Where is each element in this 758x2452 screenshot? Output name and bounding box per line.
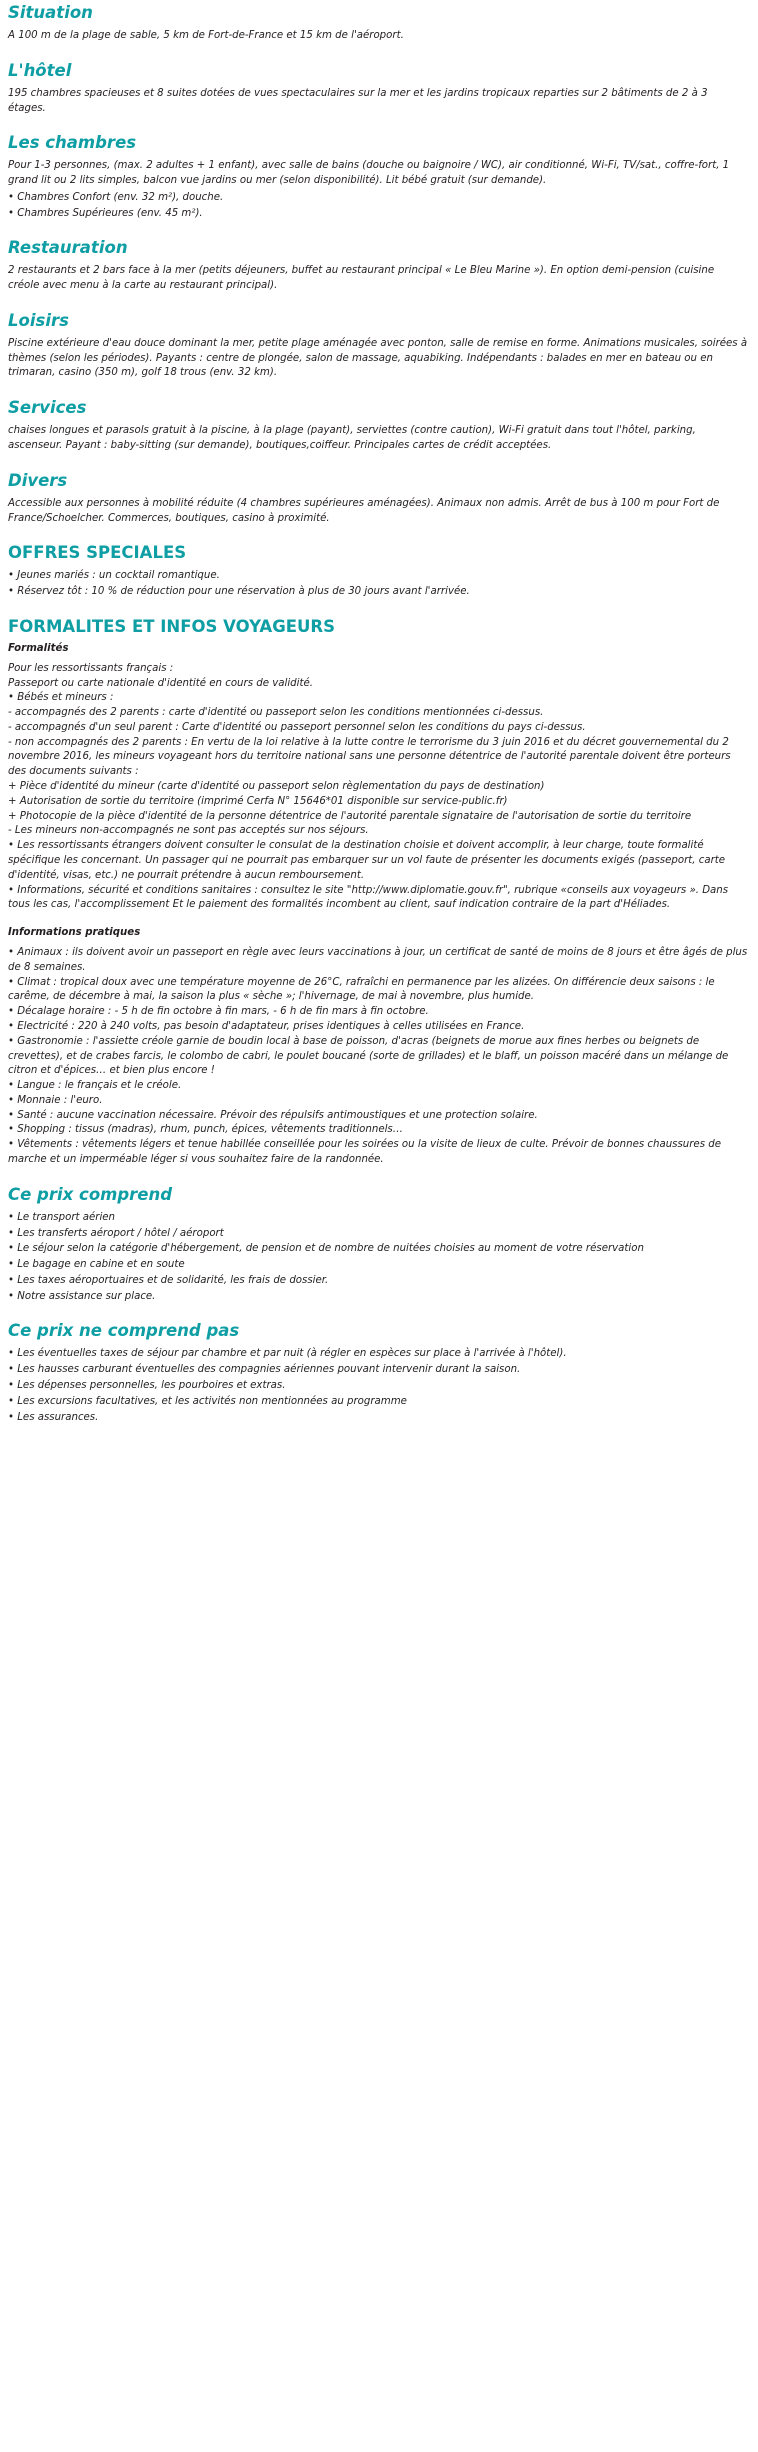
infos-pratiques-line: • Shopping : tissus (madras), rhum, punch, épices, vêtements traditionnels… bbox=[8, 1124, 403, 1136]
section-text-services: chaises longues et parasols gratuit à la piscine, à la plage (payant), serviettes (contre caution), Wi-Fi gratuit dans tout l'hôtel, parking, ascenseur. Payant : baby-sitting (sur demande), boutiques,coiffeur. Principales cartes de crédit acceptées. bbox=[8, 425, 696, 451]
section-title-hotel: L'hôtel bbox=[8, 60, 72, 80]
section-text-chambres: Pour 1-3 personnes, (max. 2 adultes + 1 enfant), avec salle de bains (douche ou baignoire / WC), air conditionné, Wi-Fi, TV/sat., coffre-fort, 1 grand lit ou 2 lits simples, balcon vue jardins ou mer (selon disponibilité). Lit bébé gratuit (sur demande). bbox=[8, 160, 730, 187]
section-text-restauration: 2 restaurants et 2 bars face à la mer (petits déjeuners, buffet au restaurant principal « Le Bleu Marine »). En option demi-pension (cuisine créole avec menu à la carte au restaurant principal). bbox=[8, 265, 715, 292]
section-situation bbox=[8, 4, 748, 44]
section-title-situation: Situation bbox=[8, 3, 93, 22]
list-item: • Les hausses carburant éventuelles des compagnies aériennes pouvant intervenir durant la saison. bbox=[8, 1364, 521, 1376]
section-divers bbox=[8, 472, 748, 527]
section-chambres bbox=[8, 134, 748, 221]
section-formalites bbox=[8, 618, 748, 1168]
section-text-loisirs: Piscine extérieure d'eau douce dominant la mer, petite plage aménagée avec ponton, salle de remise en forme. Animations musicales, soirées à thèmes (selon les périodes). Payants : centre de plongée, salon de massage, aquabiking. Indépendants : balades en mer en bateau ou en trimaran, casino (350 m), golf 18 trous (env. 32 km). bbox=[8, 337, 748, 379]
list-item: • Notre assistance sur place. bbox=[8, 1290, 156, 1302]
list-item: • Le bagage en cabine et en soute bbox=[8, 1259, 185, 1271]
section-restauration bbox=[8, 239, 748, 294]
formalites-line: • Les ressortissants étrangers doivent consulter le consulat de la destination choisie et doivent accomplir, à leur charge, toute formalité spécifique les concernant. Un passager qui ne pourrait pas embarquer sur un vol faute de présenter les documents exigés (passeport, carte d'identité, visas, etc.) ne pourrait prétendre à aucun remboursement. bbox=[8, 840, 726, 881]
section-offres-speciales bbox=[8, 544, 748, 600]
list-item: • Les excursions facultatives, et les activités non mentionnées au programme bbox=[8, 1395, 407, 1407]
infos-pratiques-line: • Electricité : 220 à 240 volts, pas besoin d'adaptateur, prises identiques à celles utilisées en France. bbox=[8, 1020, 525, 1032]
section-title-formalites: FORMALITES ET INFOS VOYAGEURS bbox=[8, 616, 336, 636]
section-title-chambres: Les chambres bbox=[8, 133, 137, 153]
formalites-line: + Autorisation de sortie du territoire (imprimé Cerfa N° 15646*01 disponible sur service-public.fr) bbox=[8, 795, 508, 807]
section-title-offres-speciales: OFFRES SPECIALES bbox=[8, 543, 187, 563]
formalites-line: + Pièce d'identité du mineur (carte d'identité ou passeport selon règlementation du pays de destination) bbox=[8, 781, 545, 793]
section-prix-comprend bbox=[8, 1186, 748, 1305]
infos-pratiques-line: • Monnaie : l'euro. bbox=[8, 1094, 103, 1106]
section-text-situation: A 100 m de la plage de sable, 5 km de Fort-de-France et 15 km de l'aéroport. bbox=[8, 29, 404, 41]
section-hotel bbox=[8, 62, 748, 117]
prix-ne-comprend-pas-list bbox=[8, 1347, 748, 1425]
infos-pratiques-line: • Climat : tropical doux avec une température moyenne de 26°C, rafraîchi en permanence par les alizées. On différencie deux saisons : le carême, de décembre à mai, la saison la plus « sèche »; l'hivernage, de mai à novembre, plus humide. bbox=[8, 976, 715, 1003]
formalites-line: - non accompagnés des 2 parents : En vertu de la loi relative à la lutte contre le terrorisme du 3 juin 2016 et du décret gouvernemental du 2 novembre 2016, les mineurs voyageant hors du territoire national sans une personne détentrice de l'autorité parentale doivent être porteurs des documents suivants : bbox=[8, 736, 731, 778]
list-item: • Les dépenses personnelles, les pourboires et extras. bbox=[8, 1379, 286, 1391]
section-services bbox=[8, 399, 748, 454]
section-text-hotel: 195 chambres spacieuses et 8 suites dotées de vues spectaculaires sur la mer et les jardins tropicaux reparties sur 2 bâtiments de 2 à 3 étages. bbox=[8, 87, 708, 114]
prix-comprend-list bbox=[8, 1211, 748, 1305]
section-title-services: Services bbox=[8, 398, 87, 418]
list-item: • Chambres Supérieures (env. 45 m²). bbox=[8, 207, 203, 219]
formalites-line: - accompagnés d'un seul parent : Carte d'identité ou passeport personnel selon les conditions du pays ci-dessus. bbox=[8, 721, 586, 733]
list-item: • Les éventuelles taxes de séjour par chambre et par nuit (à régler en espèces sur place à l'arrivée à l'hôtel). bbox=[8, 1348, 567, 1360]
spacer bbox=[8, 913, 748, 927]
infos-pratiques-line: • Santé : aucune vaccination nécessaire. Prévoir des répulsifs antimoustiques et une protection solaire. bbox=[8, 1109, 538, 1121]
list-item: • Le transport aérien bbox=[8, 1211, 115, 1223]
formalites-line: Pour les ressortissants français : bbox=[8, 662, 174, 674]
section-title-prix-comprend: Ce prix comprend bbox=[8, 1184, 173, 1204]
formalites-line: - Les mineurs non-accompagnés ne sont pas acceptés sur nos séjours. bbox=[8, 825, 369, 837]
formalites-line: - accompagnés des 2 parents : carte d'identité ou passeport selon les conditions mentionnées ci-dessus. bbox=[8, 707, 544, 719]
section-title-loisirs: Loisirs bbox=[8, 310, 69, 330]
section-loisirs bbox=[8, 312, 748, 381]
section-prix-ne-comprend-pas bbox=[8, 1322, 748, 1425]
section-title-divers: Divers bbox=[8, 470, 68, 490]
infos-pratiques-line: • Décalage horaire : - 5 h de fin octobre à fin mars, - 6 h de fin mars à fin octobre. bbox=[8, 1006, 429, 1018]
list-item: • Jeunes mariés : un cocktail romantique. bbox=[8, 570, 220, 582]
formalites-line: Passeport ou carte nationale d'identité en cours de validité. bbox=[8, 677, 313, 689]
subsection-title-infos-pratiques: Informations pratiques bbox=[8, 927, 141, 939]
infos-pratiques-line: • Animaux : ils doivent avoir un passeport en règle avec leurs vaccinations à jour, un certificat de santé de moins de 8 jours et être âgés de plus de 8 semaines. bbox=[8, 947, 748, 973]
infos-pratiques-line: • Gastronomie : l'assiette créole garnie de boudin local à base de poisson, d'acras (beignets de morue aux fines herbes ou beignets de crevettes), et de crabes farcis, le colombo de cabri, le poulet boucané (sorte de grillades) et le blaff, un poisson macéré dans un mélange de citron et d'épices… et bien plus encore ! bbox=[8, 1035, 729, 1077]
offres-bullet-list bbox=[8, 569, 748, 600]
section-text-divers: Accessible aux personnes à mobilité réduite (4 chambres supérieures aménagées). Animaux non admis. Arrêt de bus à 100 m pour Fort de France/Schoelcher. Commerces, boutiques, casino à proximité. bbox=[8, 497, 720, 524]
list-item: • Les assurances. bbox=[8, 1411, 99, 1423]
list-item: • Les transferts aéroport / hôtel / aéroport bbox=[8, 1227, 224, 1239]
formalites-line: • Bébés et mineurs : bbox=[8, 692, 114, 704]
list-item: • Chambres Confort (env. 32 m²), douche. bbox=[8, 191, 224, 203]
list-item: • Le séjour selon la catégorie d'hébergement, de pension et de nombre de nuitées choisies au moment de votre réservation bbox=[8, 1243, 644, 1255]
infos-pratiques-line: • Vêtements : vêtements légers et tenue habillée conseillée pour les soirées ou la visite de lieux de culte. Prévoir de bonnes chaussures de marche et un imperméable léger si vous souhaitez faire de la randonnée. bbox=[8, 1139, 721, 1165]
list-item: • Les taxes aéroportuaires et de solidarité, les frais de dossier. bbox=[8, 1274, 329, 1286]
formalites-line: • Informations, sécurité et conditions sanitaires : consultez le site "http://www.diplomatie.gouv.fr", rubrique «conseils aux voyageurs ». Dans tous les cas, l'accomplissement Et le paiement des formalités incombent au client, sauf indication contraire de la part d'Héliades. bbox=[8, 884, 729, 911]
infos-pratiques-line: • Langue : le français et le créole. bbox=[8, 1080, 182, 1092]
list-item: • Réservez tôt : 10 % de réduction pour une réservation à plus de 30 jours avant l'arrivée. bbox=[8, 586, 470, 598]
subsection-title-formalites: Formalités bbox=[8, 642, 69, 654]
chambres-bullet-list bbox=[8, 191, 748, 222]
section-title-restauration: Restauration bbox=[8, 238, 128, 258]
section-title-prix-ne-comprend-pas: Ce prix ne comprend pas bbox=[8, 1321, 240, 1341]
formalites-line: + Photocopie de la pièce d'identité de la personne détentrice de l'autorité parentale signataire de l'autorisation de sortie du territoire bbox=[8, 810, 692, 822]
